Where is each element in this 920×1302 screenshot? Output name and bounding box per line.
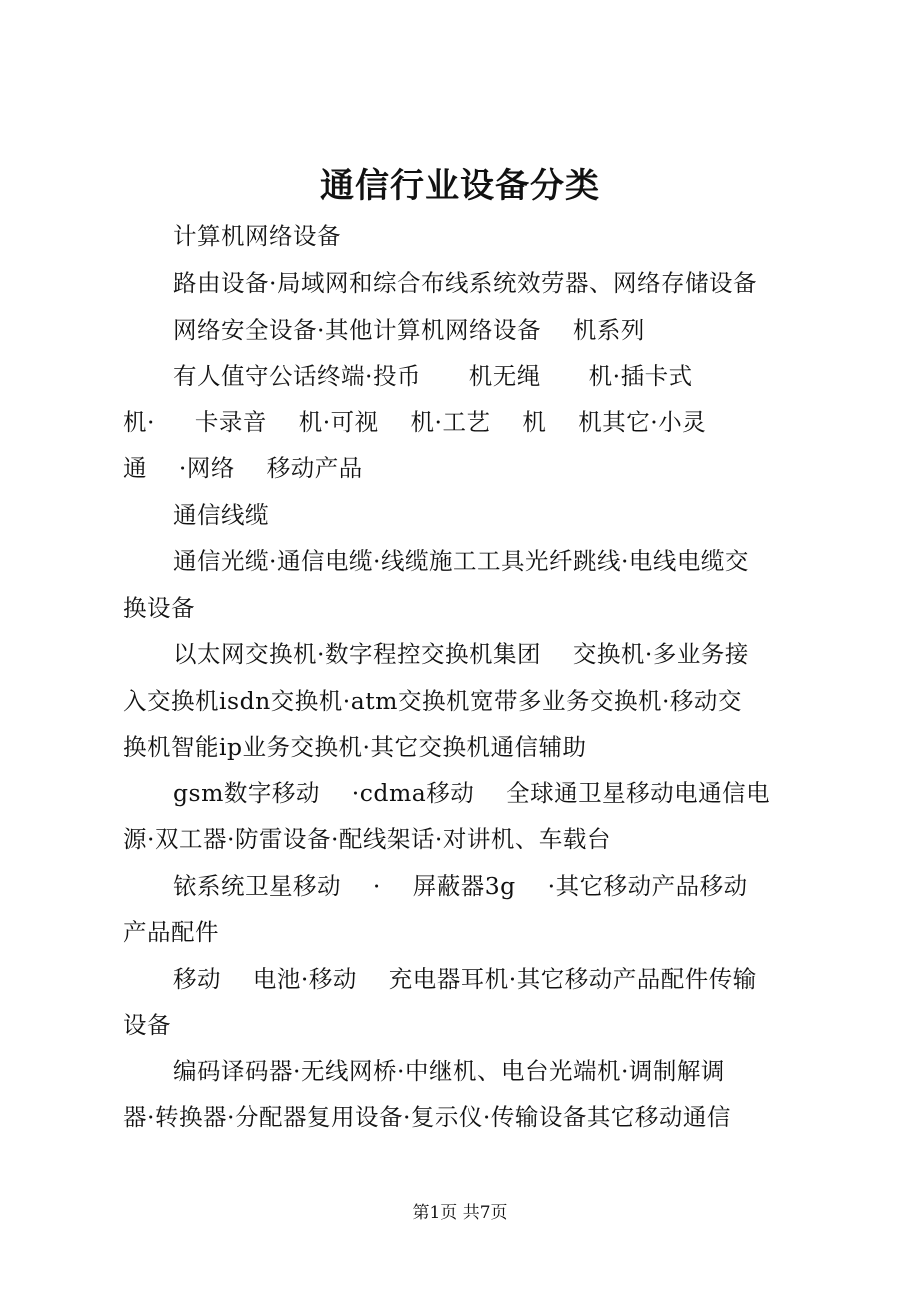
text-line: 通信线缆 <box>173 501 269 529</box>
text-line: 网络安全设备·其他计算机网络设备 机系列 <box>173 316 645 344</box>
text-line: 入交换机isdn交换机·atm交换机宽带多业务交换机·移动交 <box>123 687 742 715</box>
text-line: 编码译码器·无线网桥·中继机、电台光端机·调制解调 <box>173 1057 725 1085</box>
text-line: 有人值守公话终端·投币 机无绳 机·插卡式 <box>173 362 693 390</box>
text-line: 以太网交换机·数字程控交换机集团 交换机·多业务接 <box>173 640 749 668</box>
text-line: 移动 电池·移动 充电器耳机·其它移动产品配件传输 <box>173 965 757 993</box>
text-line: 铱系统卫星移动 · 屏蔽器3g ·其它移动产品移动 <box>173 872 748 900</box>
text-line: 计算机网络设备 <box>173 222 341 250</box>
text-line: 路由设备·局域网和综合布线系统效劳器、网络存储设备 <box>173 269 757 297</box>
document-title: 通信行业设备分类 <box>320 166 600 206</box>
text-line: 机· 卡录音 机·可视 机·工艺 机 机其它·小灵 <box>123 408 707 436</box>
text-line: 源·双工器·防雷设备·配线架话·对讲机、车载台 <box>123 825 611 853</box>
text-line: 产品配件 <box>123 918 219 946</box>
page-number: 第1页 共7页 <box>412 1203 508 1223</box>
text-line: 换设备 <box>123 594 195 622</box>
text-line: 设备 <box>123 1011 171 1039</box>
text-line: 器·转换器·分配器复用设备·复示仪·传输设备其它移动通信 <box>123 1103 731 1131</box>
text-line: gsm数字移动 ·cdma移动 全球通卫星移动电通信电 <box>173 779 771 807</box>
text-line: 换机智能ip业务交换机·其它交换机通信辅助 <box>123 733 587 761</box>
text-line: 通信光缆·通信电缆·线缆施工工具光纤跳线·电线电缆交 <box>173 547 749 575</box>
text-line: 通 ·网络 移动产品 <box>123 454 363 482</box>
